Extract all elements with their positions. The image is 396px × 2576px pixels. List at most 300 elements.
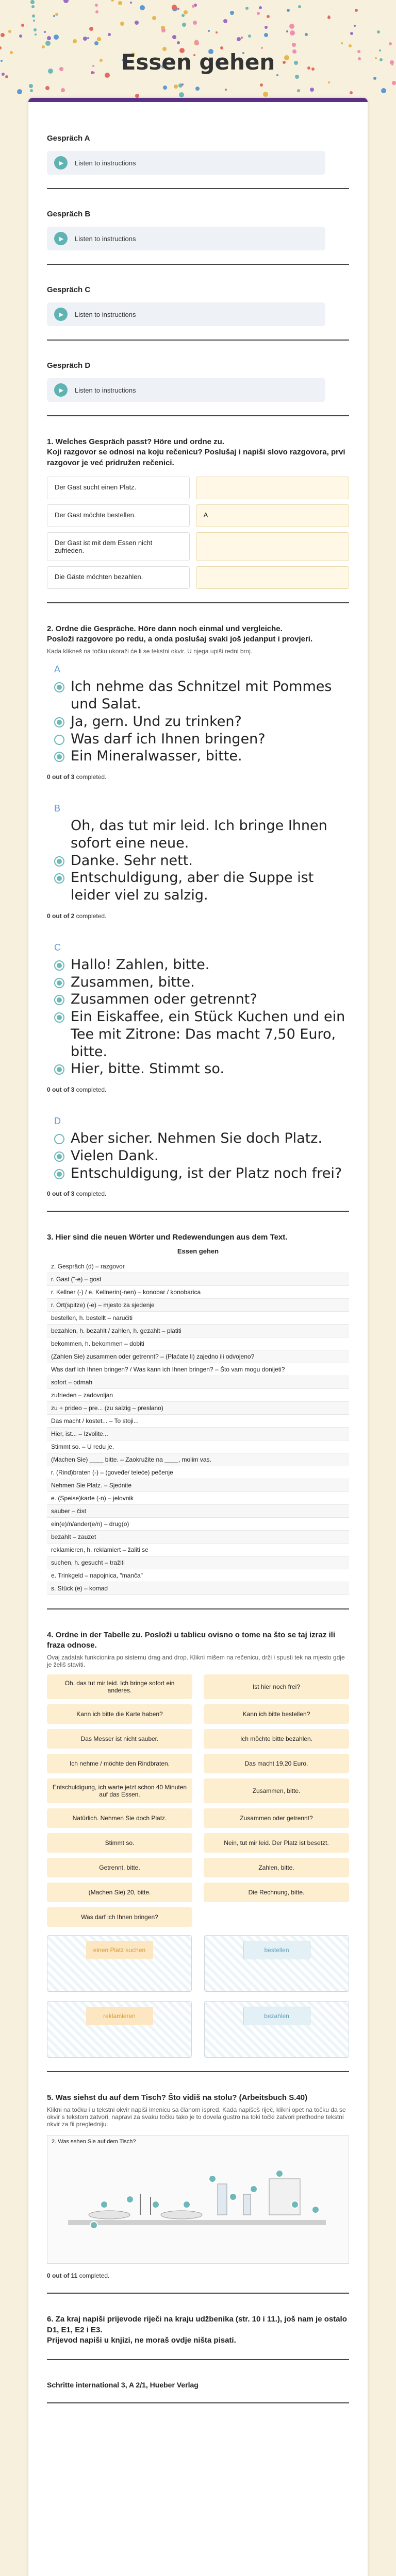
confetti-dot [19,35,22,38]
order-dot-button[interactable] [54,717,64,727]
task-2-title: 2. Ordne die Gespräche. Höre dann noch einmal und vergleiche. [47,624,283,633]
vocab-row: (Zahlen Sie) zusammen oder getrennt? – (Plaćate li) zajedno ili odvojeno? [47,1350,349,1363]
dialog-line [54,713,349,731]
play-button[interactable] [54,156,68,170]
phrase-grid [47,1674,349,1927]
drop-zones [47,1935,349,2058]
divider [47,1608,349,1609]
divider [47,188,349,189]
confetti-dot [297,89,300,92]
audio-player[interactable] [47,151,325,175]
drop-zone[interactable] [47,1935,192,1992]
divider [47,602,349,603]
play-icon: ▶ [59,311,64,318]
divider [47,1211,349,1212]
confetti-dot [83,37,87,41]
confetti-dot [35,33,37,36]
dialog-line-text: Hallo! Zahlen, bitte. [71,956,210,973]
confetti-dot [31,5,35,8]
confetti-dot [45,86,50,90]
completion-status [47,1086,349,1093]
hotspot-dot[interactable] [126,2196,134,2203]
confetti-dot [17,89,22,94]
draggable-phrase[interactable]: (Machen Sie) 20, bitte. [47,1883,192,1902]
task-1 [47,437,349,603]
order-dot-button[interactable] [54,960,64,971]
confetti-dot [292,43,296,47]
order-dot-button[interactable] [54,1064,64,1075]
vocab-row: bestellen, h. bestellt – naručiti [47,1312,349,1325]
confetti-dot [350,91,353,94]
confetti-dot [349,44,352,47]
dialog-line [54,991,349,1008]
confetti-dot [182,14,185,17]
confetti-dot [61,88,65,92]
vocab-row: suchen, h. gesucht – tražiti [47,1556,349,1569]
audio-player[interactable] [47,302,325,326]
confetti-dot [298,5,301,8]
dialog-line [54,852,349,870]
dialog-line-text: Ein Mineralwasser, bitte. [71,748,242,765]
conversation-title: Gespräch A [47,134,90,143]
draggable-phrase[interactable]: Kann ich bitte die Karte haben? [47,1704,192,1724]
dialog-line [54,748,349,765]
confetti-dot [355,9,358,12]
vocab-row: Das macht / kostet... – To stoji... [47,1415,349,1428]
confetti-dot [267,15,270,18]
audio-player[interactable] [47,378,325,402]
drawing-shape [68,2220,326,2225]
dialog-block [47,1116,349,1197]
drop-zone-label: bezahlen [243,2007,310,2025]
dialog-line [54,1165,349,1182]
card-top-bar [28,98,368,102]
confetti-dot [208,30,210,32]
confetti-dot [241,37,243,39]
dialog-line [54,974,349,991]
confetti-dot [216,31,218,33]
dialog-line [54,817,349,852]
order-dot-button[interactable] [54,995,64,1005]
dialog-line-text: Ja, gern. Und zu trinken? [71,713,242,730]
confetti-dot [95,10,98,13]
match-answer-field[interactable] [196,477,349,499]
match-sentence: Der Gast möchte bestellen. [47,504,190,527]
confetti-dot [286,30,288,32]
vocab-row: sofort – odmah [47,1376,349,1389]
dialog-letter: C [54,942,61,953]
drop-zone-label: einen Platz suchen [86,1941,153,1959]
confetti-dot [260,83,263,87]
vocab-table [47,1260,349,1595]
dialog-line [54,678,349,713]
task-6-subtitle: Prijevod napiši u knjizi, ne moraš ovdje ništa pisati. [47,2335,236,2345]
draggable-phrase[interactable]: Natürlich. Nehmen Sie doch Platz. [47,1808,192,1828]
task-3-title: 3. Hier sind die neuen Wörter und Redewendungen aus dem Text. [47,1233,288,1242]
dialog-line-text: Hier, bitte. Stimmt so. [71,1061,224,1077]
match-sentence: Die Gäste möchten bezahlen. [47,566,190,589]
confetti-dot [45,41,51,46]
confetti-dot [373,77,376,80]
task-1-title: 1. Welches Gespräch passt? Höre und ordne zu. [47,437,224,446]
conversation-block [47,361,349,416]
confetti-dot [184,10,188,14]
drawing-shape [269,2179,300,2215]
vocab-row: Was darf ich Ihnen bringen? / Was kann ich Ihnen bringen? – Što vam mogu donijeti? [47,1363,349,1376]
confetti-dot [287,9,290,12]
match-answer-field[interactable] [196,532,349,561]
confetti-dot [174,84,178,89]
match-sentence: Der Gast sucht einen Platz. [47,477,190,499]
confetti-dot [34,28,37,31]
confetti-dot [21,24,24,27]
task-1-subtitle: Koji razgovor se odnosi na koju rečenicu? Poslušaj i napiši slovo razgovora, prvi razgovor je već pridružen rečenici. [47,448,345,467]
task-6 [47,2314,349,2403]
completion-suffix: completed. [74,773,107,781]
completion-status [47,2272,349,2279]
confetti-dot [265,26,268,29]
divider [47,2293,349,2294]
draggable-phrase[interactable]: Das macht 19,20 Euro. [204,1754,349,1773]
drop-zone[interactable] [204,2001,349,2058]
vocab-row: Hier, ist... – Izvolite... [47,1428,349,1440]
completion-suffix: completed. [74,912,107,920]
confetti-dot [225,89,227,91]
confetti-dot [89,27,93,31]
dialog-line [54,1130,349,1147]
match-row [47,566,349,589]
conversation-title: Gespräch C [47,285,91,294]
confetti-dot [192,5,195,8]
vocab-row: bezahlen, h. bezahlt / zahlen, h. gezahlt – platiti [47,1325,349,1337]
drop-zone[interactable] [47,2001,192,2058]
confetti-dot [259,6,262,9]
draggable-phrase[interactable]: Nein, tut mir leid. Der Platz ist besetzt. [204,1833,349,1853]
dialog-line-text: Entschuldigung, ist der Platz noch frei? [71,1165,342,1181]
completion-status [47,1190,349,1197]
confetti-dot [8,30,11,33]
divider [47,264,349,265]
hotspot-dot[interactable] [152,2201,159,2208]
vocab-row: (Machen Sie) ____ bitte. – Zaokružite na ____, molim vas. [47,1453,349,1466]
task-5 [47,2093,349,2294]
vocab-row: e. (Speise)karte (-n) – jelovnik [47,1492,349,1505]
play-icon: ▶ [59,235,64,242]
draggable-phrase[interactable]: Stimmt so. [47,1833,192,1853]
audio-player[interactable] [47,227,325,250]
confetti-dot [248,35,251,38]
task-4-subtitle: Ovaj zadatak funkcionira po sistemu drag and drop. Klikni mišem na rečenicu, drži i spusti tek na mjesto gdje je želiš staviti. [47,1654,345,1668]
audio-label: Listen to instructions [75,310,136,318]
vocab-row: r. Gast (¨-e) – gost [47,1273,349,1286]
divider [47,2071,349,2072]
order-dot-button[interactable] [54,1134,64,1144]
confetti-dot [237,37,241,41]
order-dot-button[interactable] [54,978,64,988]
confetti-dot [261,47,263,49]
draggable-phrase[interactable]: Oh, das tut mir leid. Ich bringe sofort ein anderes. [47,1674,192,1699]
dialog-line [54,731,349,748]
table-illustration [47,2135,349,2264]
dialog-line [54,1147,349,1165]
drop-zone-label: reklamieren [86,2007,153,2025]
vocab-row: sauber – čist [47,1505,349,1518]
vocab-row: zufrieden – zadovoljan [47,1389,349,1402]
completion-count: 0 out of 11 [47,2272,78,2280]
draggable-phrase[interactable]: Kann ich bitte bestellen? [204,1704,349,1724]
confetti-dot [120,22,124,26]
drawing-shape [243,2194,251,2215]
confetti-dot [179,92,184,97]
completion-status [47,773,349,781]
order-dot-button[interactable] [54,682,64,692]
completion-count: 0 out of 3 [47,773,75,781]
dialog-letter: D [54,1116,61,1126]
confetti-dot [140,5,145,10]
match-answer-field[interactable]: A [196,504,349,527]
confetti-dot [47,36,51,40]
vocab-row: r. Ort(spitze) (-e) – mjesto za sjedenje [47,1299,349,1312]
conversation-block [47,285,349,341]
match-answer-field[interactable] [196,566,349,589]
completion-suffix: completed. [74,1086,107,1093]
conversation-block [47,210,349,265]
confetti-dot [264,33,268,37]
task-6-title: 6. Za kraj napiši prijevode riječi na kraju udžbenika (str. 10 i 11.), još nam je ostalo D1, E1, E2 i E3. [47,2315,347,2334]
play-icon: ▶ [59,387,64,394]
vocab-row: e. Trinkgeld – napojnica, "manča" [47,1569,349,1582]
divider [47,415,349,416]
confetti-dot [290,30,295,36]
table-drawing [47,2148,349,2256]
dialog-line [54,1060,349,1078]
audio-label: Listen to instructions [75,159,136,167]
confetti-dot [152,16,156,20]
completion-count: 0 out of 2 [47,912,75,920]
audio-label: Listen to instructions [75,386,136,394]
order-dot-button[interactable] [54,735,64,745]
confetti-dot [305,33,308,36]
confetti-dot [245,7,249,10]
play-button[interactable] [54,308,68,321]
task-3 [47,1232,349,1609]
dialog-block [47,664,349,781]
task-5-subtitle: Klikni na točku i u tekstni okvir napiši imenicu sa članom ispred. Kada napišeš riječ, klikni opet na točku da se okvir s tekstom zatvori, napravi za svaku točku tako je to dovela gustro na toki točki zatvori prethodne tekstni okvir za fii pregledniju. [47,2106,346,2128]
dialog-line-text: Entschuldigung, aber die Suppe ist leider viel zu salzig. [71,870,314,903]
drop-zone[interactable] [204,1935,349,1992]
confetti-dot [295,75,299,79]
draggable-phrase[interactable]: Was darf ich Ihnen bringen? [47,1907,192,1927]
vocab-row: s. Stück (e) – komad [47,1582,349,1595]
vocab-row: reklamieren, h. reklamiert – žaliti se [47,1544,349,1556]
confetti-dot [289,24,294,29]
confetti-dot [135,21,139,25]
order-dot-button[interactable] [54,1169,64,1179]
completion-count: 0 out of 3 [47,1190,75,1198]
confetti-dot [328,81,330,83]
confetti-dot [381,88,386,93]
dialog-line-text: Danke. Sehr nett. [71,852,193,869]
confetti-dot [30,89,33,92]
confetti-dot [172,5,177,10]
confetti-dot [30,0,35,4]
confetti-dot [94,41,98,45]
confetti-dot [177,8,179,10]
drawing-shape [218,2184,227,2215]
match-row [47,504,349,527]
divider [47,2402,349,2403]
confetti-dot [118,1,122,5]
dialog-line-text: Was darf ich Ihnen bringen? [71,731,266,747]
hotspot-dot[interactable] [209,2175,216,2182]
order-dot-button[interactable] [54,856,64,867]
draggable-phrase[interactable]: Entschuldigung, ich warte jetzt schon 40 Minuten auf das Essen. [47,1778,192,1803]
illustration-caption: 2. Was sehen Sie auf dem Tisch? [52,2139,136,2145]
task-4 [47,1630,349,2073]
confetti-dot [377,30,380,33]
confetti-dot [53,15,55,17]
confetti-dot [177,41,180,44]
confetti-dot [135,94,139,98]
draggable-phrase[interactable]: Ich möchte bitte bezahlen. [204,1729,349,1749]
conversation-title: Gespräch B [47,210,91,218]
confetti-dot [44,31,46,33]
dialog-line-text: Ein Eiskaffee, ein Stück Kuchen und ein Tee mit Zitrone: Das macht 7,50 Euro, bitte. [71,1009,345,1060]
vocab-row: z. Gespräch (d) – razgovor [47,1260,349,1273]
page-title: Essen gehen [121,49,275,75]
confetti-dot [161,28,166,32]
hotspot-dot[interactable] [101,2201,108,2208]
match-row [47,532,349,561]
vocab-row: bekommen, h. bekommen – dobiti [47,1337,349,1350]
draggable-phrase[interactable]: Das Messer ist nicht sauber. [47,1729,192,1749]
dialog-line-text: Zusammen oder getrennt? [71,991,257,1008]
confetti-dot [95,4,98,7]
dialog-block [47,942,349,1093]
confetti-dot [63,0,69,3]
conversation-title: Gespräch D [47,361,91,370]
confetti-dot [327,16,331,19]
divider [47,2359,349,2360]
confetti-dot [42,45,45,48]
confetti-dot [350,32,353,35]
dialog-line [54,1008,349,1060]
task-2 [47,624,349,1212]
conversation-block [47,134,349,189]
play-icon: ▶ [59,160,64,166]
confetti-dot [130,2,132,4]
task-2-subtitle: Posloži razgovore po redu, a onda poslušaj svaki još jedanput i provjeri. [47,635,313,643]
vocab-row: bezahlt – zauzet [47,1531,349,1544]
dialog-line-text: Oh, das tut mir leid. Ich bringe Ihnen sofort eine neue. [71,818,327,851]
dialog-line [54,869,349,904]
confetti-dot [310,88,314,92]
dialog-letter: A [54,664,61,675]
dialog-line-text: Vielen Dank. [71,1147,159,1164]
dialog-letter: B [54,803,61,814]
dialog-block [47,803,349,920]
hotspot-dot[interactable] [90,2222,97,2229]
completion-suffix: completed. [77,2272,110,2280]
confetti-dot [163,86,167,90]
order-dot-button[interactable] [54,873,64,884]
match-row [47,477,349,499]
vocab-row: Nehmen Sie Platz. – Sjednite [47,1479,349,1492]
vocab-table-title: Essen gehen [177,1247,219,1255]
hotspot-dot[interactable] [250,2185,257,2193]
confetti-dot [230,11,234,15]
confetti-dot [55,13,58,16]
confetti-dot [73,39,77,43]
confetti-dot [195,41,199,45]
hotspot-dot[interactable] [291,2201,299,2208]
drop-zone-label: bestellen [243,1941,310,1959]
hotspot-dot[interactable] [183,2201,190,2208]
draggable-phrase[interactable]: Getrennt, bitte. [47,1858,192,1877]
confetti-dot [32,14,35,18]
task-5-title: 5. Was siehst du auf dem Tisch? Što vidiš na stolu? (Arbeitsbuch S.40) [47,2093,308,2102]
dialog-line-text: Zusammen, bitte. [71,974,195,990]
confetti-dot [111,0,114,2]
vocab-row: Stimmt so. – U redu je. [47,1440,349,1453]
completion-suffix: completed. [74,1190,107,1198]
vocab-row: r. (Rind)braten (-) – (goveđe/ teleće) pečenje [47,1466,349,1479]
draggable-phrase[interactable]: Die Rechnung, bitte. [204,1883,349,1902]
confetti-dot [193,21,197,25]
confetti-dot [97,37,101,41]
confetti-dot [392,81,396,85]
order-dot-button[interactable] [54,1151,64,1162]
confetti-dot [223,19,227,23]
draggable-phrase[interactable]: Zahlen, bitte. [204,1858,349,1877]
hotspot-dot[interactable] [312,2206,319,2213]
dialog-line [54,956,349,974]
source-credit: Schritte international 3, A 2/1, Hueber Verlag [47,2381,199,2389]
confetti-dot [257,12,260,15]
match-sentence: Der Gast ist mit dem Essen nicht zufrieden. [47,532,190,561]
task-4-title: 4. Ordne in der Tabelle zu. Posloži u tablicu ovisno o tome na što se taj izraz ili fraza odnose. [47,1630,335,1650]
completion-status [47,912,349,920]
confetti-dot [172,35,176,39]
order-dot-button[interactable] [54,1012,64,1023]
drawing-shape [161,2211,202,2219]
vocab-row: ein(e)/n/ander(e/n) – drug(o) [47,1518,349,1531]
hotspot-dot[interactable] [229,2193,237,2200]
hotspot-dot[interactable] [276,2170,283,2177]
confetti-dot [341,42,343,44]
confetti-dot [182,83,184,86]
audio-label: Listen to instructions [75,234,136,243]
draggable-phrase[interactable]: Zusammen oder getrennt? [204,1808,349,1828]
play-button[interactable] [54,383,68,397]
confetti-dot [263,92,268,97]
drawing-shape [89,2211,130,2219]
play-button[interactable] [54,232,68,245]
draggable-phrase[interactable]: Ich nehme / möchte den Rindbraten. [47,1754,192,1773]
confetti-dot [354,25,356,27]
order-dot-button[interactable] [54,752,64,762]
dialog-line-text: Ich nehme das Schnitzel mit Pommes und Salat. [71,679,332,712]
draggable-phrase[interactable]: Zusammen, bitte. [204,1778,349,1803]
confetti-dot [33,20,35,22]
dialog-line-text: Aber sicher. Nehmen Sie doch Platz. [71,1130,323,1146]
draggable-phrase[interactable]: Ist hier noch frei? [204,1674,349,1699]
divider [47,340,349,341]
completion-count: 0 out of 3 [47,1086,75,1093]
confetti-dot [182,23,186,27]
confetti-dot [195,87,200,91]
vocab-row: r. Kellner (-) / e. Kellnerin(-nen) – konobar / konobarica [47,1286,349,1299]
